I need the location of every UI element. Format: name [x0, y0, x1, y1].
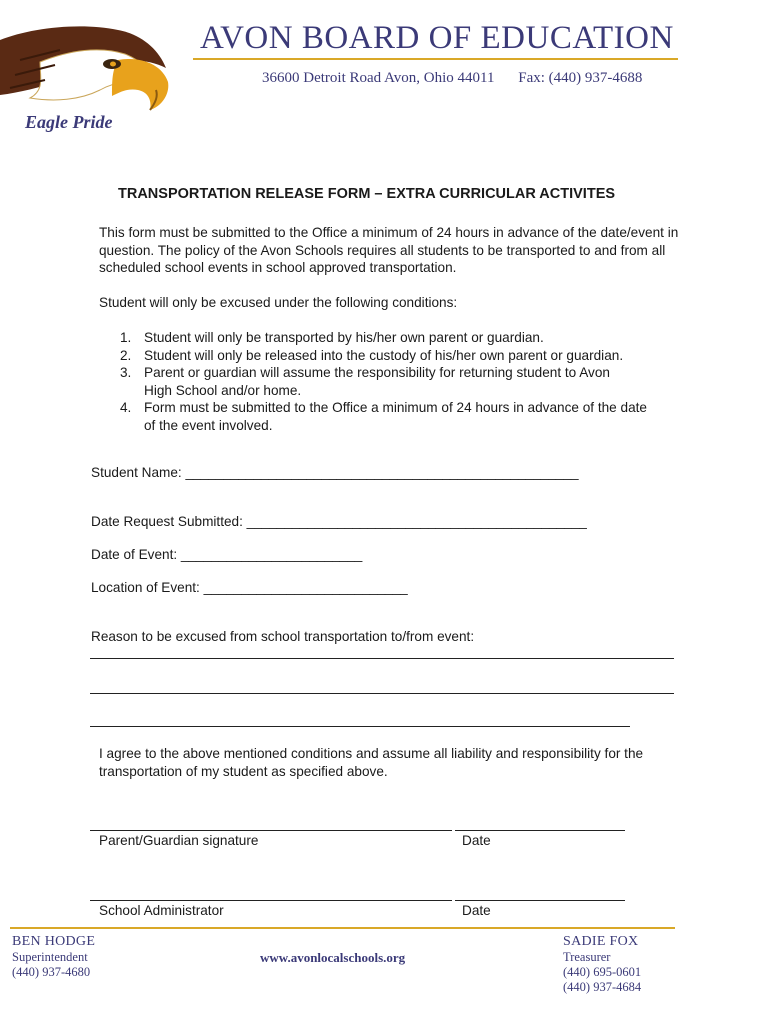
treasurer-name: SADIE FOX [563, 934, 639, 949]
agreement-text: I agree to the above mentioned conditions and assume all liability and responsibility for the transportation of my student as specified above. [99, 746, 644, 779]
location-of-event-field[interactable]: Location of Event: ___________________________ [91, 580, 408, 595]
date-line-1[interactable] [455, 830, 625, 831]
list-item [120, 347, 680, 365]
superintendent-name: BEN HODGE [12, 934, 96, 949]
motto: Eagle Pride [25, 112, 113, 132]
conditions-intro: Student will only be excused under the following conditions: [99, 295, 458, 310]
reason-label: Reason to be excused from school transportation to/from event: [91, 629, 475, 644]
header-divider [193, 58, 678, 60]
superintendent-phone: (440) 937-4680 [12, 965, 91, 979]
date-label-2: Date [462, 903, 491, 918]
footer-left [12, 934, 95, 980]
footer-divider [10, 927, 675, 929]
form-title: TRANSPORTATION RELEASE FORM – EXTRA CURRICULAR ACTIVITES [118, 186, 616, 202]
treasurer-phone-1: (440) 695-0601 [563, 965, 642, 979]
list-number: 2. [120, 347, 132, 363]
parent-signature-label: Parent/Guardian signature [99, 833, 259, 848]
list-text: Form must be submitted to the Office a minimum of 24 hours in advance of the date of the event involved. [144, 400, 647, 433]
student-name-field[interactable]: Student Name: ____________________________________________________ [91, 465, 579, 480]
reason-line-3[interactable] [90, 726, 630, 727]
list-item [120, 364, 640, 399]
treasurer-phone-2: (440) 937-4684 [563, 980, 642, 994]
list-item [120, 329, 680, 347]
list-number: 4. [120, 400, 132, 415]
date-label-1: Date [462, 833, 491, 848]
date-of-event-field[interactable]: Date of Event: ________________________ [91, 547, 363, 562]
reason-line-2[interactable] [90, 693, 674, 694]
website-link[interactable]: www.avonlocalschools.org [260, 950, 406, 965]
list-number: 3. [120, 365, 132, 380]
org-name: AVON BOARD OF EDUCATION [200, 20, 674, 56]
address-line [262, 70, 662, 87]
eagle-logo [0, 20, 175, 115]
treasurer-title: Treasurer [563, 950, 611, 964]
date-request-field[interactable]: Date Request Submitted: _____________________________________________ [91, 514, 587, 529]
list-text: Student will only be transported by his/her own parent or guardian. [144, 330, 544, 345]
list-text: Student will only be released into the custody of his/her own parent or guardian. [144, 347, 624, 363]
parent-signature-line[interactable] [90, 830, 452, 831]
address-text: 36600 Detroit Road Avon, Ohio 44011 [262, 70, 495, 86]
list-item [120, 399, 660, 434]
admin-signature-label: School Administrator [99, 903, 224, 918]
conditions-list [120, 329, 680, 434]
intro-paragraph: This form must be submitted to the Office a minimum of 24 hours in advance of the date/event in question. The policy of the Avon Schools requires all students to be transported to and from all scheduled school events in school approved transportation. [99, 225, 679, 275]
date-line-2[interactable] [455, 900, 625, 901]
reason-line-1[interactable] [90, 658, 674, 659]
admin-signature-line[interactable] [90, 900, 452, 901]
superintendent-title: Superintendent [12, 950, 88, 964]
footer-right [563, 934, 641, 995]
list-text: Parent or guardian will assume the responsibility for returning student to Avon High School and/or home. [144, 365, 610, 398]
list-number: 1. [120, 330, 132, 345]
fax-text: Fax: (440) 937-4688 [518, 70, 643, 86]
